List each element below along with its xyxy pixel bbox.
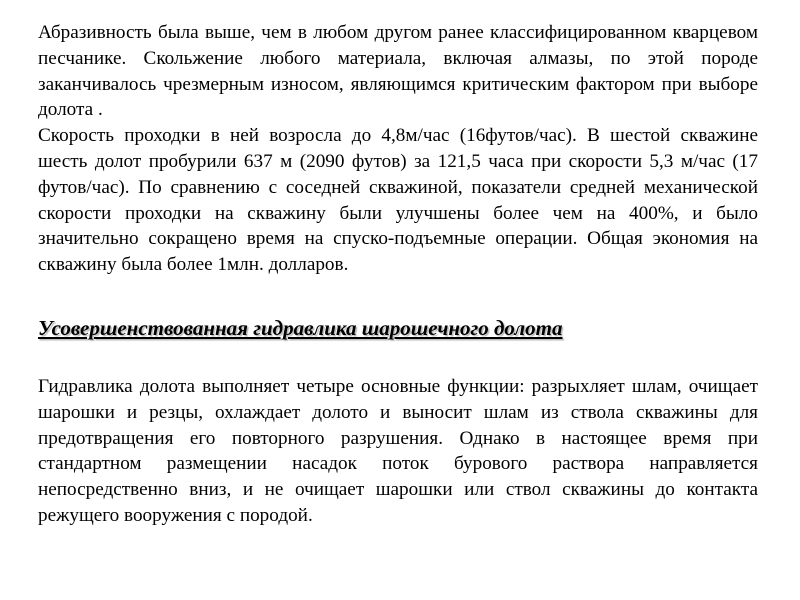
paragraph-drilling-speed: Скорость проходки в ней возросла до 4,8м/час (16футов/час). В шестой скважине шесть долот пробурили 637 м (2090 футов) за 121,5 часа при скорости 5,3 м/час (17 футов/час). По сравнению с соседней скважиной, показатели средней механической скорости проходки на скважину были улучшены более чем на 400%, и было значительно сокращено время на спуско-подъемные операции. Общая экономия на скважину была более 1млн. долларов. [38, 125, 758, 276]
spacer [38, 278, 758, 314]
spacer [38, 342, 758, 374]
slide-content [38, 20, 758, 529]
paragraph-bit-hydraulics: Гидравлика долота выполняет четыре основные функции: разрыхляет шлам, очищает шарошки и резцы, охлаждает долото и выносит шлам из ствола скважины для предотвращения его повторного разрушения. Однако в настоящее время при стандартном размещении насадок поток бурового раствора направляется непосредственно вниз, и не очищает шарошки или ствол скважины до контакта режущего вооружения с породой. [38, 375, 758, 526]
section-heading: Усовершенствованная гидравлика шарошечного долота [38, 315, 563, 340]
paragraph-abrasiveness: Абразивность была выше, чем в любом другом ранее классифицированном кварцевом песчанике. Скольжение любого материала, включая алмазы, по этой породе заканчивалось чрезмерным износом, являющимся критическим фактором при выборе долота . [38, 22, 758, 121]
